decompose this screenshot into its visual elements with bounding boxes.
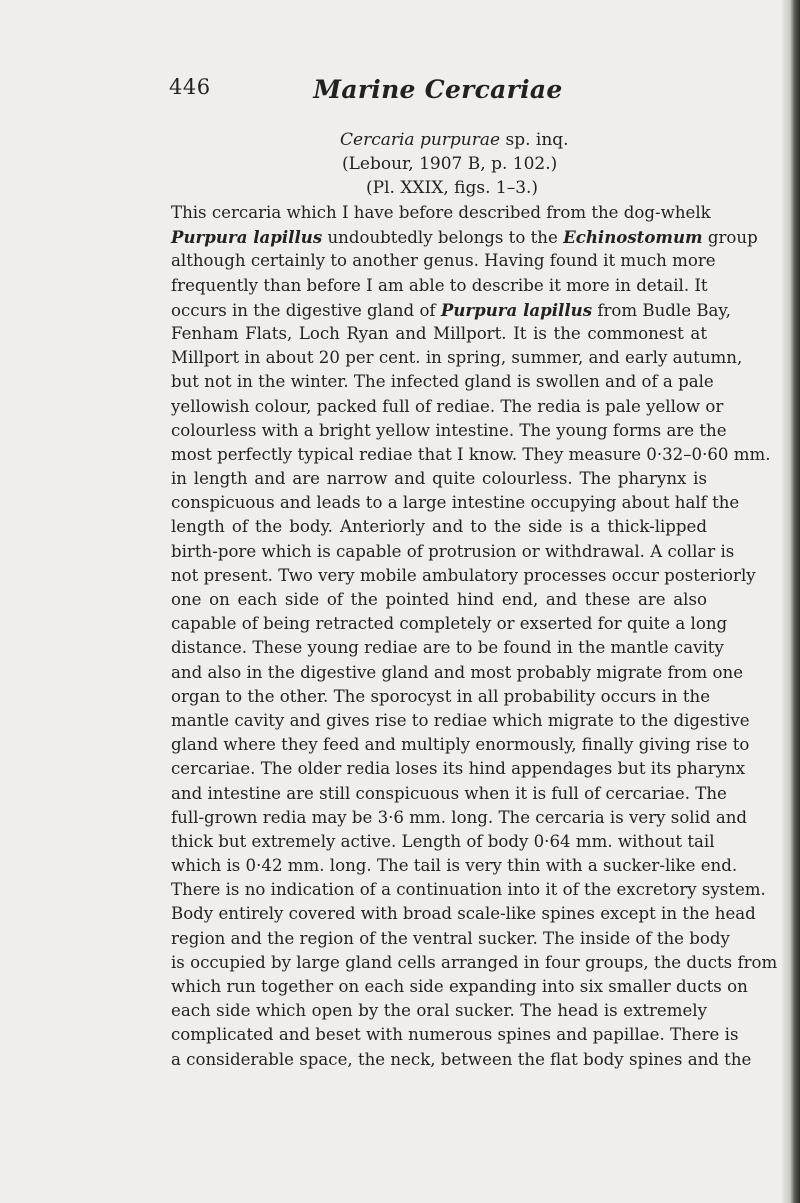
body-line: thick but extremely active. Length of body 0·64 mm. without tail [171, 831, 715, 851]
species-heading [340, 128, 569, 201]
body-line: each side which open by the oral sucker. The head is extremely [171, 1001, 707, 1021]
species-name-suffix: sp. inq. [500, 130, 569, 150]
species-plate: (Pl. XXIX, figs. 1–3.) [366, 178, 539, 199]
body-line: and also in the digestive gland and most probably migrate from one [171, 662, 744, 682]
body-line: birth-pore which is capable of protrusion or withdrawal. A collar is [171, 541, 735, 561]
body-line: not present. Two very mobile ambulatory processes occur posteriorly [171, 565, 756, 585]
body-line: but not in the winter. The infected gland is swollen and of a pale [171, 372, 714, 392]
page-header [169, 75, 707, 109]
species-title-line [340, 128, 569, 152]
body-line: a considerable space, the neck, between the flat body spines and the [171, 1049, 752, 1069]
body-line: There is no indication of a continuation into it of the excretory system. [171, 880, 766, 900]
running-title: Marine Cercariae [313, 75, 563, 104]
body-line: one on each side of the pointed hind end, and these are also [171, 590, 707, 609]
species-reference: (Lebour, 1907 B, p. 102.) [342, 154, 558, 175]
body-line: distance. These young rediae are to be found in the mantle cavity [171, 638, 724, 658]
body-line: This cercaria which I have before described from the dog-whelk [171, 203, 711, 222]
body-paragraph [171, 201, 778, 1072]
body-line: conspicuous and leads to a large intestine occupying about half the [171, 493, 740, 513]
body-line: and intestine are still conspicuous when it is full of cercariae. The [171, 783, 727, 803]
body-line: although certainly to another genus. Having found it much more [171, 251, 716, 271]
body-line: occurs in the digestive gland of Purpura lapillus from Budle Bay, [171, 299, 731, 320]
body-line: complicated and beset with numerous spines and papillae. There is [171, 1025, 739, 1045]
body-line: capable of being retracted completely or exserted for quite a long [171, 614, 728, 634]
species-name: Cercaria purpurae [340, 130, 501, 150]
body-line: in length and are narrow and quite colourless. The pharynx is [171, 469, 707, 489]
body-line: yellowish colour, packed full of rediae. The redia is pale yellow or [171, 396, 724, 416]
body-line: is occupied by large gland cells arranged in four groups, the ducts from [171, 952, 778, 972]
body-line: most perfectly typical rediae that I know. They measure 0·32–0·60 mm. [171, 444, 771, 464]
body-line: colourless with a bright yellow intestine. The young forms are the [171, 420, 727, 440]
body-line: Purpura lapillus undoubtedly belongs to the Echinostomum group [171, 227, 758, 248]
body-line: full-grown redia may be 3·6 mm. long. The cercaria is very solid and [171, 807, 748, 827]
page-binding-edge [782, 0, 800, 1203]
body-line: frequently than before I am able to describe it more in detail. It [171, 275, 708, 295]
body-line: length of the body. Anteriorly and to the side is a thick-lipped [171, 517, 707, 537]
body-line: organ to the other. The sporocyst in all probability occurs in the [171, 686, 711, 706]
page-number: 446 [169, 75, 211, 99]
body-line: cercariae. The older redia loses its hind appendages but its pharynx [171, 759, 746, 779]
body-line: which is 0·42 mm. long. The tail is very thin with a sucker-like end. [171, 856, 738, 876]
body-line: Body entirely covered with broad scale-like spines except in the head [171, 904, 756, 924]
body-line: gland where they feed and multiply enormously, finally giving rise to [171, 735, 750, 755]
body-line: mantle cavity and gives rise to rediae which migrate to the digestive [171, 710, 750, 730]
body-line: region and the region of the ventral sucker. The inside of the body [171, 928, 730, 948]
body-line: Millport in about 20 per cent. in spring, summer, and early autumn, [171, 348, 743, 368]
body-line: which run together on each side expanding into six smaller ducts on [171, 977, 748, 996]
body-line: Fenham Flats, Loch Ryan and Millport. It is the commonest at [171, 323, 707, 343]
